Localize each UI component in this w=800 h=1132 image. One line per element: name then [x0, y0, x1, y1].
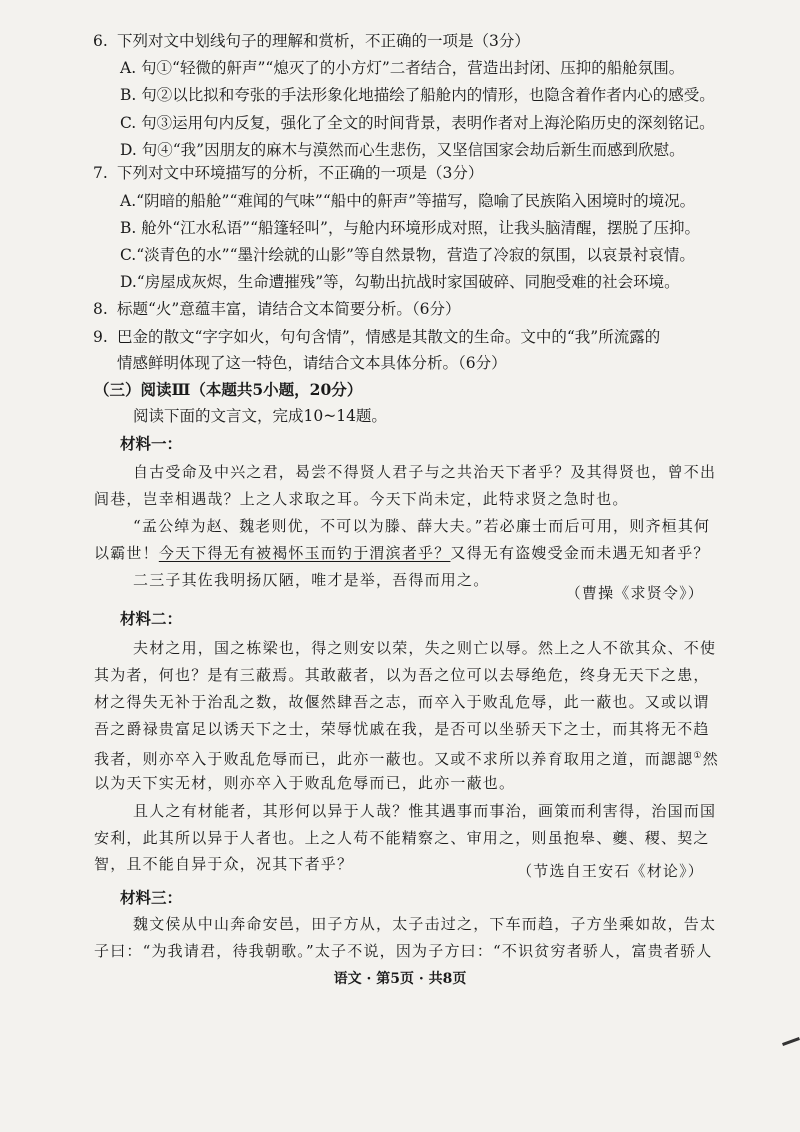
question-number: 7.: [93, 164, 108, 182]
question-number: 9.: [93, 328, 108, 346]
scan-mark: [782, 1037, 800, 1046]
section-3-instruction: 阅读下面的文言文，完成10~14题。: [133, 407, 387, 425]
question-7-option-c: C.“淡青色的水”“墨汁绘就的山影”等自然景物，营造了冷寂的氛围，以哀景衬哀情。: [120, 246, 695, 264]
question-text: 标题“火”意蕴丰富，请结合文本简要分析。（6分）: [117, 300, 461, 318]
material-2-paragraph: 以为天下实无材，则亦卒入于败乱危辱而已，此亦一蔽也。: [94, 774, 516, 792]
question-6-option-c: C. 句③运用句内反复，强化了全文的时间背景，表明作者对上海沦陷历史的深刻铭记。: [120, 114, 715, 132]
question-6-option-b: B. 句②以比拟和夸张的手法形象化地描绘了船舱内的情形，也隐含着作者内心的感受。: [120, 86, 715, 104]
question-number: 8.: [93, 300, 108, 318]
material-2-paragraph: 吾之爵禄贵富足以诱天下之士，荣辱忧戚在我，是否可以坐骄天下之士，而其将无不趋: [94, 720, 710, 738]
material-2-title: 材料二：: [120, 609, 183, 628]
question-9-line-2: 情感鲜明体现了这一特色，请结合文本具体分析。（6分）: [117, 354, 507, 372]
material-1-paragraph: “孟公绰为赵、魏老则优，不可以为滕、薛大夫。”若必廉士而后可用，则齐桓其何: [133, 517, 711, 535]
material-2-paragraph: [94, 745, 719, 770]
footnote-marker: ①: [693, 751, 703, 761]
underlined-sentence: 今天下得无有被褐怀玉而钓于渭滨者乎？: [158, 544, 451, 562]
question-text: 下列对文中划线句子的理解和赏析，不正确的一项是（3分）: [117, 32, 530, 50]
material-3-paragraph: 子曰：“为我请君，待我朝歌。”太子不说，因为子方曰：“不识贫穷者骄人，富贵者骄人: [94, 942, 713, 960]
section-3-title: （三）阅读Ⅲ（本题共5小题，20分）: [94, 380, 363, 399]
question-text: 下列对文中环境描写的分析，不正确的一项是（3分）: [117, 164, 484, 182]
material-1-paragraph: [94, 542, 710, 564]
material-2-paragraph: 且人之有材能者，其形何以异于人哉？惟其遇事而事治，画策而利害得，治国而国: [133, 802, 717, 820]
material-1-source: （曹操《求贤令》）: [565, 584, 704, 602]
question-6-option-d: D. 句④“我”因朋友的麻木与漠然而心生悲伤，又坚信国家会劫后新生而感到欣慰。: [120, 141, 685, 159]
material-1-title: 材料一：: [120, 434, 183, 453]
material-1-paragraph: 闾巷，岂幸相遇哉？上之人求取之耳。今天下尚未定，此特求贤之急时也。: [94, 490, 629, 508]
text-segment: 然: [702, 750, 719, 768]
question-7-option-b: B. 舱外“江水私语”“船篷轻叫”，与舱内环境形成对照，让我头脑清醒，摆脱了压抑。: [120, 219, 700, 237]
question-7-option-a: A.“阴暗的船舱”“难闻的气味”“船中的鼾声”等描写，隐喻了民族陷入困境时的境况。: [120, 192, 696, 210]
material-1-paragraph: 自古受命及中兴之君，曷尝不得贤人君子与之共治天下者乎？及其得贤也，曾不出: [133, 463, 717, 481]
text-segment: 又得无有盗嫂受金而未遇无知者乎？: [450, 544, 710, 562]
material-3-paragraph: 魏文侯从中山奔命安邑，田子方从，太子击过之，下车而趋，子方坐乘如故，告太: [133, 915, 717, 933]
material-3-title: 材料三：: [120, 888, 183, 907]
question-8: [93, 298, 460, 320]
material-2-paragraph: 其为者，何也？是有三蔽焉。其敢蔽者，以为吾之位可以去辱绝危，终身无天下之患，: [94, 666, 710, 684]
question-6-stem: [93, 30, 530, 52]
material-2-paragraph: 夫材之用，国之栋梁也，得之则安以荣，失之则亡以辱。然上之人不欲其众、不使: [133, 639, 717, 657]
question-6-option-a: A. 句①“轻微的鼾声”“熄灭了的小方灯”二者结合，营造出封闭、压抑的船舱氛围。: [120, 59, 685, 77]
material-2-paragraph: 智，且不能自异于众，况其下者乎？: [94, 855, 354, 873]
page-footer: 语文 · 第5页 · 共8页: [333, 971, 467, 987]
material-2-source: （节选自王安石《材论》）: [517, 862, 704, 880]
text-segment: 我者，则亦卒入于败乱危辱而已，此亦一蔽也。又或不求所以养育取用之道，而諰諰: [94, 750, 694, 768]
material-2-paragraph: 材之得失无补于治乱之数，故偃然肆吾之志，而卒入于败乱危辱，此一蔽也。又或以谓: [94, 693, 710, 711]
question-9-line-1: [93, 326, 660, 348]
question-number: 6.: [93, 32, 108, 50]
material-1-paragraph: 二三子其佐我明扬仄陋，唯才是举，吾得而用之。: [133, 571, 490, 589]
question-7-option-d: D.“房屋成灰烬，生命遭摧残”等，勾勒出抗战时家国破碎、同胞受难的社会环境。: [120, 273, 680, 291]
question-7-stem: [93, 162, 483, 184]
question-text: 巴金的散文“字字如火，句句含情”，情感是其散文的生命。文中的“我”所流露的: [117, 328, 661, 346]
material-2-paragraph: 安利，此其所以异于人者也。上之人苟不能精察之、审用之，则虽抱皋、夔、稷、契之: [94, 829, 710, 847]
text-segment: 以霸世！: [94, 544, 159, 562]
